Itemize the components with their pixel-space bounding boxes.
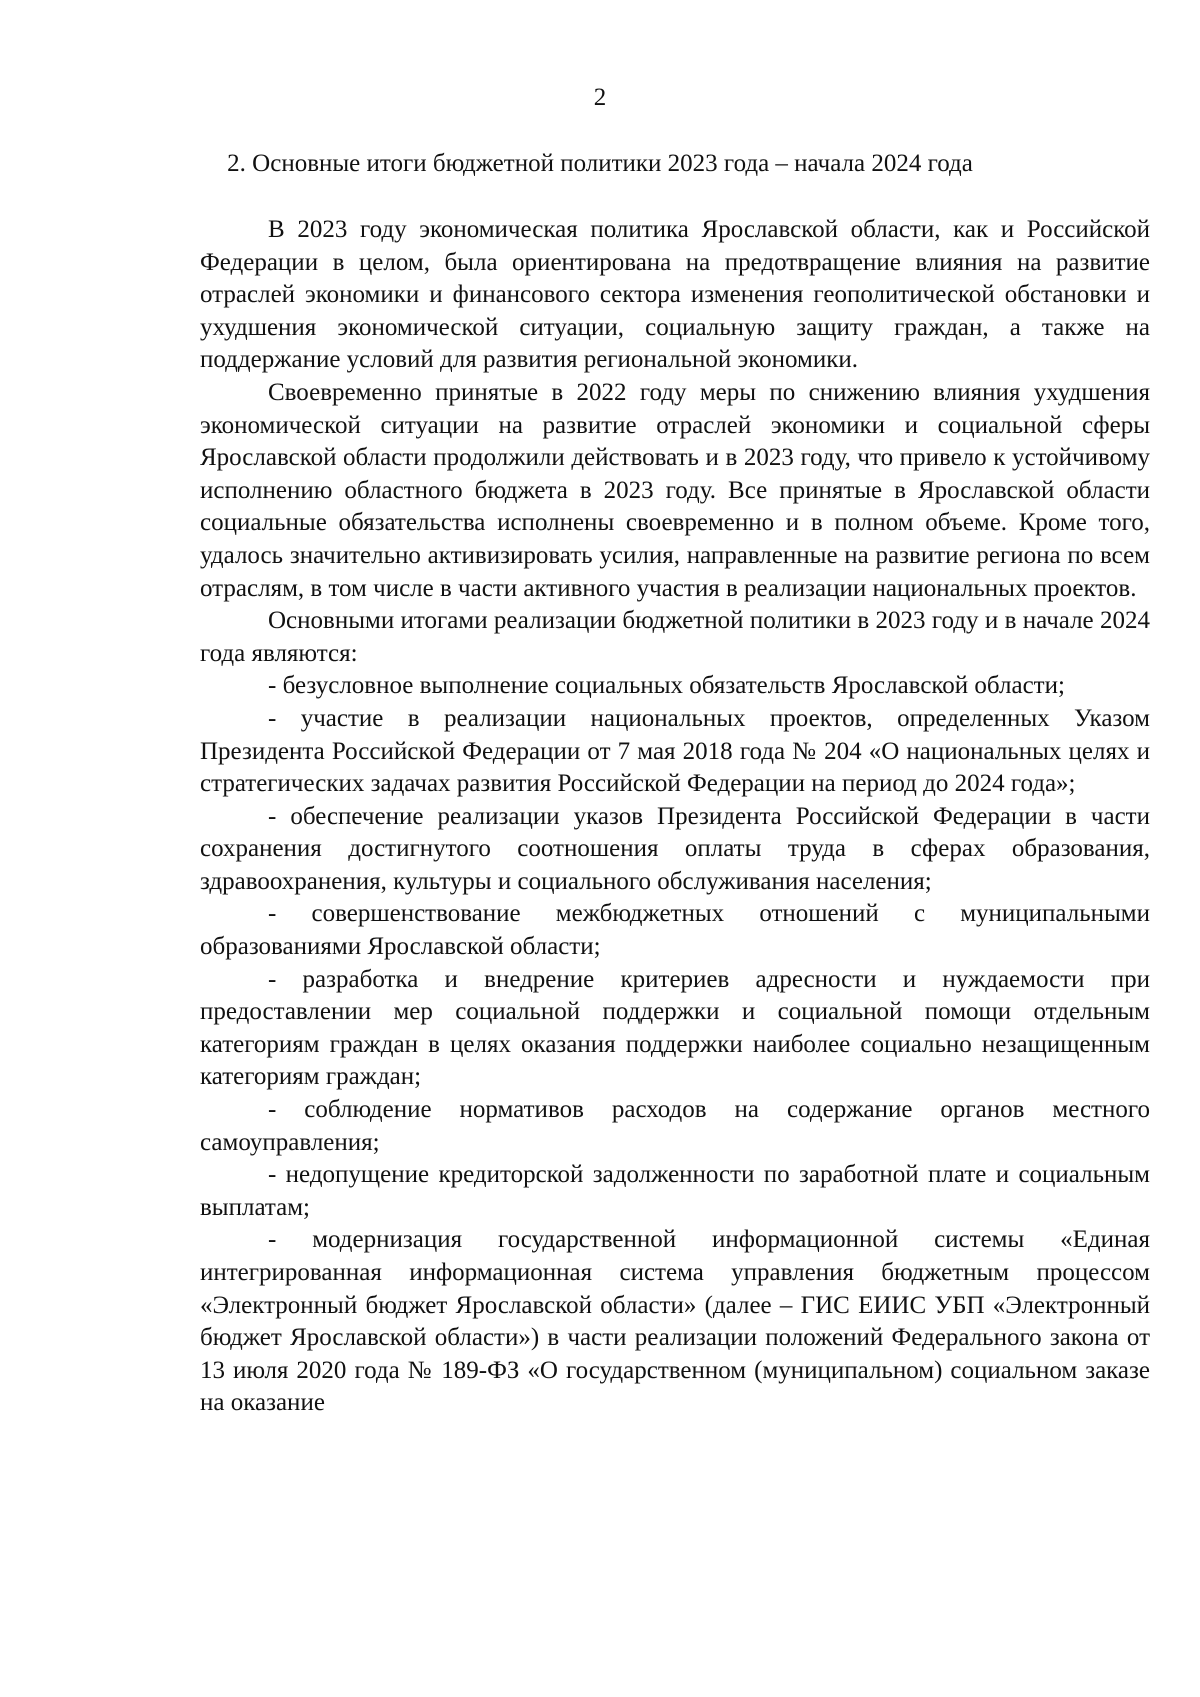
document-body [200, 214, 1150, 1420]
list-item: - обеспечение реализации указов Президента Российской Федерации в части сохранения достигнутого соотношения оплаты труда в сферах образования, здравоохранения, культуры и социального обслуживания населения; [200, 802, 1150, 895]
list-item: - участие в реализации национальных проектов, определенных Указом Президента Российской Федерации от 7 мая 2018 года № 204 «О национальных целях и стратегических задачах развития Российской Федерации на период до 2024 года»; [200, 704, 1150, 798]
list-item: - совершенствование межбюджетных отношений с муниципальными образованиями Ярославской области; [200, 900, 1150, 961]
page-number: 2 [593, 84, 607, 111]
results-list [200, 670, 1150, 1420]
list-item: - безусловное выполнение социальных обязательств Ярославской области; [268, 672, 1065, 700]
list-item: - разработка и внедрение критериев адресности и нуждаемости при предоставлении мер социальной поддержки и социальной помощи отдельным категориям граждан в целях оказания поддержки наиболее социально незащищенным категориям граждан; [200, 965, 1150, 1091]
section-title: 2. Основные итоги бюджетной политики 2023 года – начала 2024 года [227, 150, 973, 177]
list-item: - недопущение кредиторской задолженности по заработной плате и социальным выплатам; [200, 1161, 1150, 1221]
list-item: - соблюдение нормативов расходов на содержание органов местного самоуправления; [200, 1096, 1150, 1156]
paragraph-main-results-intro: Основными итогами реализации бюджетной политики в 2023 году и в начале 2024 года являются: [200, 607, 1150, 667]
list-item: - модернизация государственной информационной системы «Единая интегрированная информационная система управления бюджетным процессом «Электронный бюджет Ярославской области» (далее – ГИС ЕИИС УБП «Электронный бюджет Ярославской области») в части реализации положений Федерального закона от 13 июля 2020 года № 189-ФЗ «О государственном (муниципальном) социальном заказе на оказание [200, 1226, 1150, 1417]
paragraph-measures-2022: Своевременно принятые в 2022 году меры по снижению влияния ухудшения экономической ситуации на развитие отраслей экономики и социальной сферы Ярославской области продолжили действовать и в 2023 году, что привело к устойчивому исполнению областного бюджета в 2023 году. Все принятые в Ярославской области социальные обязательства исполнены своевременно и в полном объеме. Кроме того, удалось значительно активизировать усилия, направленные на развитие региона по всем отраслям, в том числе в части активного участия в реализации национальных проектов. [200, 378, 1150, 602]
paragraph-economic-policy-2023: В 2023 году экономическая политика Ярославской области, как и Российской Федерации в целом, была ориентирована на предотвращение влияния на развитие отраслей экономики и финансового сектора изменения геополитической обстановки и ухудшения экономической ситуации, социальную защиту граждан, а также на поддержание условий для развития региональной экономики. [200, 216, 1150, 374]
